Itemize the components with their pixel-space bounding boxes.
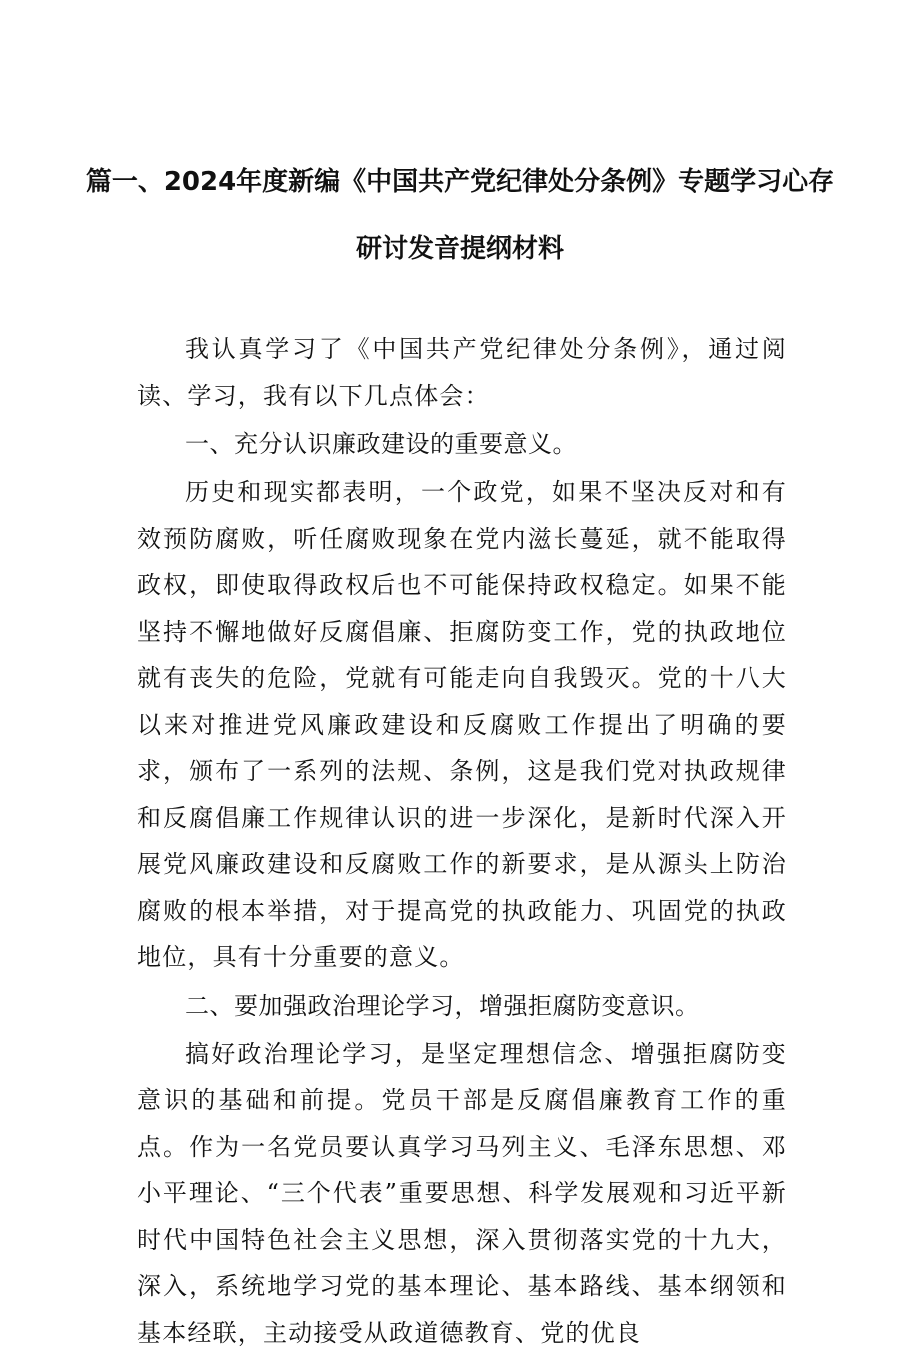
document-body	[137, 326, 787, 1356]
document-title-line-1: 篇一、2024年度新编《中国共产党纪律处分条例》专题学习心存	[0, 165, 920, 199]
section-1-paragraph: 历史和现实都表明，一个政党，如果不坚决反对和有效预防腐败，听任腐败现象在党内滋长蔓延，就不能取得政权，即使取得政权后也不可能保持政权稳定。如果不能坚持不懈地做好反腐倡廉、拒腐防变工作，党的执政地位就有丧失的危险，党就有可能走向自我毁灭。党的十八大以来对推进党风廉政建设和反腐败工作提出了明确的要求，颁布了一系列的法规、条例，这是我们党对执政规律和反腐倡廉工作规律认识的进一步深化，是新时代深入开展党风廉政建设和反腐败工作的新要求，是从源头上防治腐败的根本举措，对于提高党的执政能力、巩固党的执政地位，具有十分重要的意义。	[137, 469, 787, 981]
intro-paragraph: 我认真学习了《中国共产党纪律处分条例》，通过阅读、学习，我有以下几点体会：	[137, 326, 787, 419]
document-title-line-2: 研讨发音提纲材料	[0, 232, 920, 266]
section-1-heading: 一、充分认识廉政建设的重要意义。	[137, 419, 787, 469]
section-2-paragraph: 搞好政治理论学习，是坚定理想信念、增强拒腐防变意识的基础和前提。党员干部是反腐倡廉教育工作的重点。作为一名党员要认真学习马列主义、毛泽东思想、邓小平理论、“三个代表”重要思想、科学发展观和习近平新时代中国特色社会主义思想，深入贯彻落实党的十九大，深入，系统地学习党的基本理论、基本路线、基本纲领和基本经联，主动接受从政道德教育、党的优良	[137, 1031, 787, 1356]
section-2-heading: 二、要加强政治理论学习，增强拒腐防变意识。	[137, 981, 787, 1031]
